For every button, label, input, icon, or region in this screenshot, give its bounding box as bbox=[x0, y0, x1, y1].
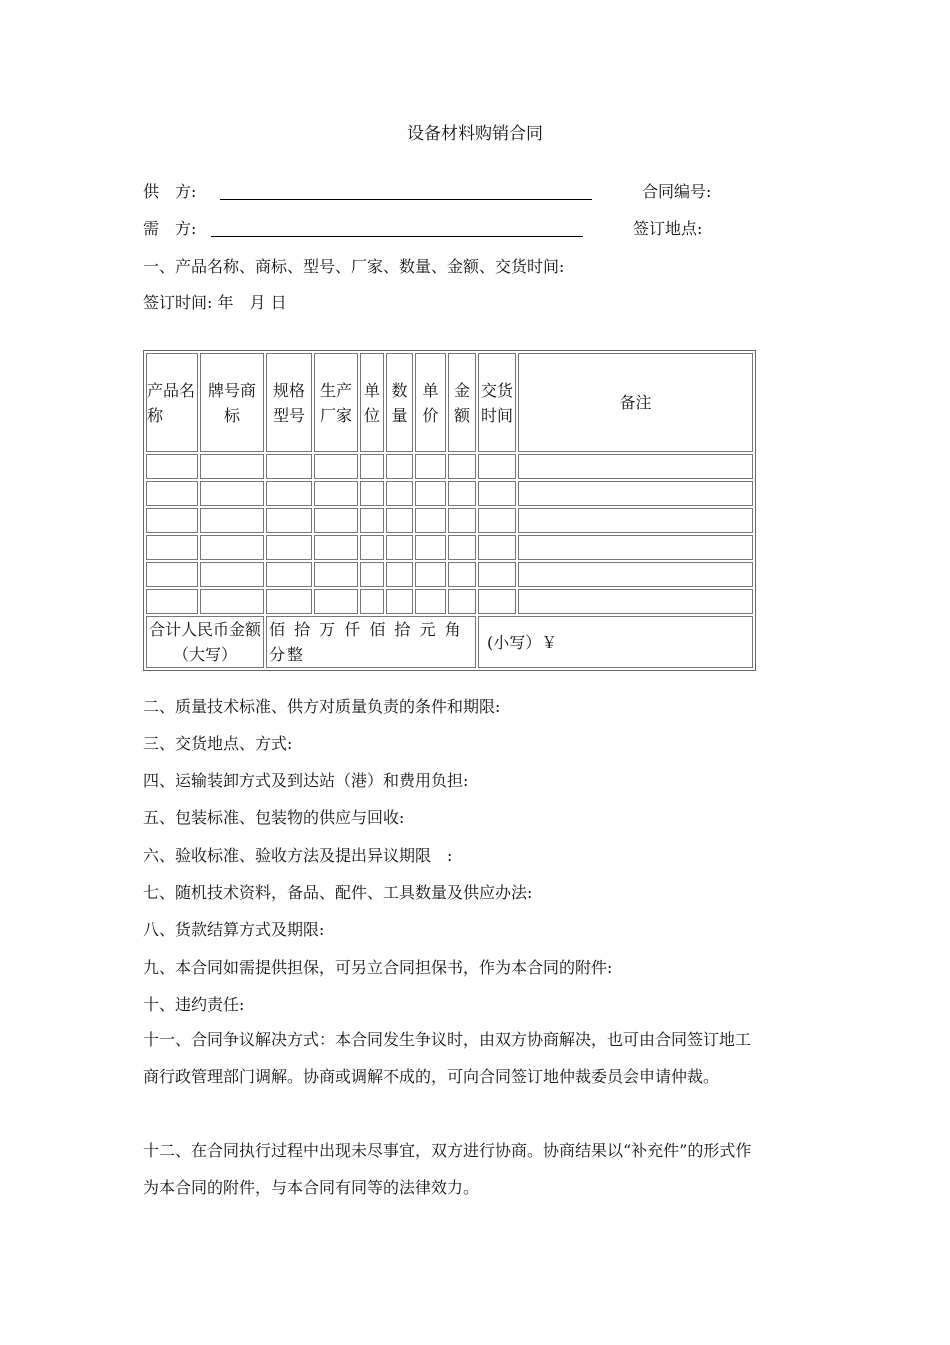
header-spec-model: 规格型号 bbox=[266, 353, 312, 452]
buyer-label: 需 方: bbox=[143, 219, 197, 238]
clause-3: 三、交货地点、方式: bbox=[143, 734, 293, 753]
document-title: 设备材料购销合同 bbox=[407, 124, 543, 144]
clause-4: 四、运输装卸方式及到达站（港）和费用负担: bbox=[143, 771, 469, 790]
clause-12: 十二、在合同执行过程中出现未尽事宜，双方进行协商。协商结果以“补充件”的形式作为本合同的附件，与本合同有同等的法律效力。 bbox=[143, 1141, 752, 1197]
clause-8: 八、货款结算方式及期限: bbox=[143, 920, 325, 939]
table-row[interactable] bbox=[146, 589, 753, 614]
supplier-blank-line[interactable] bbox=[220, 199, 592, 200]
clause-9: 九、本合同如需提供担保，可另立合同担保书，作为本合同的附件: bbox=[143, 958, 613, 977]
clause-10: 十、违约责任: bbox=[143, 995, 245, 1014]
clause-6: 六、验收标准、验收方法及提出异议期限 : bbox=[143, 846, 453, 865]
table-header-row bbox=[146, 353, 753, 452]
table-row[interactable] bbox=[146, 562, 753, 587]
total-upper-amount[interactable]: 佰 拾 万 仟 佰 拾 元 角 分整 bbox=[266, 616, 476, 668]
sign-place-label: 签订地点: bbox=[633, 219, 703, 238]
header-delivery-time: 交货时间 bbox=[478, 353, 516, 452]
clause-2: 二、质量技术标准、供方对质量负责的条件和期限: bbox=[143, 697, 501, 716]
header-quantity: 数量 bbox=[386, 353, 413, 452]
header-product-name: 产品名称 bbox=[146, 353, 198, 452]
section-1-heading: 一、产品名称、商标、型号、厂家、数量、金额、交货时间: bbox=[143, 257, 565, 276]
header-unit-price: 单价 bbox=[415, 353, 446, 452]
clause-7: 七、随机技术资料，备品、配件、工具数量及供应办法: bbox=[143, 883, 533, 902]
total-label: 合计人民币金额（大写） bbox=[146, 616, 264, 668]
buyer-blank-line[interactable] bbox=[211, 236, 583, 237]
table-row[interactable] bbox=[146, 535, 753, 560]
header-manufacturer: 生产厂家 bbox=[314, 353, 358, 452]
supplier-label: 供 方: bbox=[143, 182, 197, 201]
clause-11: 十一、合同争议解决方式：本合同发生争议时，由双方协商解决，也可由合同签订地工商行政管理部门调解。协商或调解不成的，可向合同签订地仲裁委员会申请仲裁。 bbox=[143, 1030, 752, 1086]
table-row[interactable] bbox=[146, 454, 753, 479]
table-row[interactable] bbox=[146, 481, 753, 506]
header-brand: 牌号商标 bbox=[200, 353, 264, 452]
total-lower-amount[interactable]: (小写）￥ bbox=[478, 616, 753, 668]
header-amount: 金额 bbox=[448, 353, 476, 452]
table-total-row bbox=[146, 616, 753, 668]
header-unit: 单位 bbox=[360, 353, 384, 452]
goods-table bbox=[143, 350, 756, 671]
table-row[interactable] bbox=[146, 508, 753, 533]
sign-time: 签订时间: 年 月 日 bbox=[143, 293, 287, 312]
header-remarks: 备注 bbox=[518, 353, 753, 452]
contract-no-label: 合同编号: bbox=[642, 182, 712, 201]
clause-5: 五、包装标准、包装物的供应与回收: bbox=[143, 808, 405, 827]
